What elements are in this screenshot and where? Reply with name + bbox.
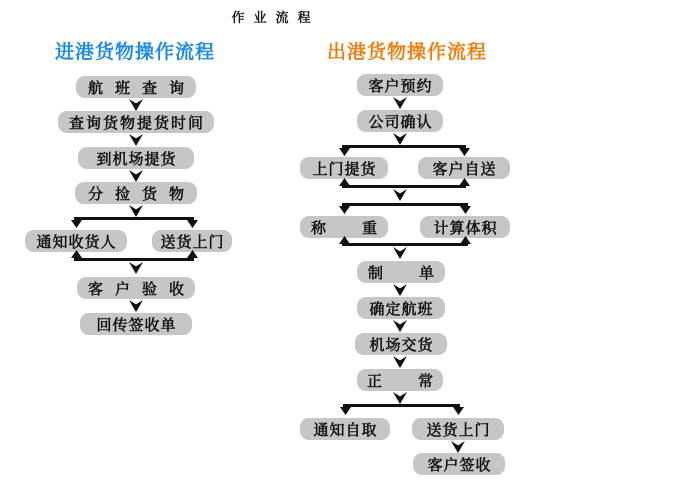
flow-node-company-confirm: 公司确认 xyxy=(357,110,443,132)
arrowhead-down-icon xyxy=(460,206,471,214)
flow-node-airport-handover: 机场交货 xyxy=(355,333,447,355)
arrow-down-icon xyxy=(393,189,407,201)
flow-node-notify-self-pickup: 通知自取 xyxy=(300,418,390,440)
arrow-down-icon xyxy=(393,392,407,404)
flow-node-customer-sign: 客户签收 xyxy=(413,453,505,475)
arrow-down-icon xyxy=(129,205,143,217)
flow-node-return-receipt: 回传签收单 xyxy=(80,313,192,335)
arrowhead-down-icon xyxy=(340,407,351,415)
flow-node-flight-inquiry: 航班查询 xyxy=(76,76,196,98)
arrowhead-down-icon xyxy=(187,220,198,228)
arrow-down-icon xyxy=(451,441,465,453)
arrow-down-icon xyxy=(129,134,143,146)
flow-node-normal: 正常 xyxy=(357,369,443,391)
flow-node-customer-booking: 客户预约 xyxy=(357,74,443,96)
split-connector-line xyxy=(343,404,460,407)
merge-connector-line xyxy=(342,243,468,246)
merge-connector-line xyxy=(342,185,466,188)
flow-node-volume-calculation: 计算体积 xyxy=(420,216,510,238)
outbound-column-header: 出港货物操作流程 xyxy=(327,41,488,63)
arrow-down-icon xyxy=(393,320,407,332)
flow-node-customer-acceptance: 客户验收 xyxy=(77,277,195,299)
arrowhead-down-icon xyxy=(339,206,350,214)
arrow-down-icon xyxy=(129,300,143,312)
arrow-down-icon xyxy=(393,247,407,259)
arrow-down-icon xyxy=(393,133,407,145)
split-connector-line xyxy=(342,203,468,206)
split-connector-line xyxy=(342,145,466,148)
arrow-down-icon xyxy=(129,262,143,274)
flow-node-home-delivery: 送货上门 xyxy=(152,230,232,252)
inbound-column-header: 进港货物操作流程 xyxy=(55,41,216,63)
arrow-down-icon xyxy=(129,170,143,182)
flow-node-notify-consignee: 通知收货人 xyxy=(25,230,127,252)
arrowhead-down-icon xyxy=(459,148,470,156)
arrowhead-down-icon xyxy=(453,407,464,415)
arrow-down-icon xyxy=(393,284,407,296)
flow-node-sort-cargo: 分捡货物 xyxy=(75,182,197,204)
flow-node-customer-self-delivery: 客户自送 xyxy=(418,157,510,179)
flow-node-weighing: 称重 xyxy=(300,216,388,238)
arrow-down-icon xyxy=(393,97,407,109)
merge-connector-line xyxy=(74,258,194,261)
split-connector-line xyxy=(74,217,194,220)
flow-node-confirm-flight: 确定航班 xyxy=(357,297,445,319)
flow-node-create-order: 制单 xyxy=(357,261,445,283)
flow-node-door-pickup: 上门提货 xyxy=(300,157,388,179)
arrowhead-down-icon xyxy=(71,220,82,228)
flow-node-home-delivery-out: 送货上门 xyxy=(412,418,504,440)
flow-node-airport-pickup: 到机场提货 xyxy=(78,147,194,169)
arrow-down-icon xyxy=(129,99,143,111)
flow-node-query-pickup-time: 查询货物提货时间 xyxy=(58,111,214,133)
arrowhead-down-icon xyxy=(339,148,350,156)
page-title: 作业流程 xyxy=(231,11,320,26)
arrow-down-icon xyxy=(393,356,407,368)
